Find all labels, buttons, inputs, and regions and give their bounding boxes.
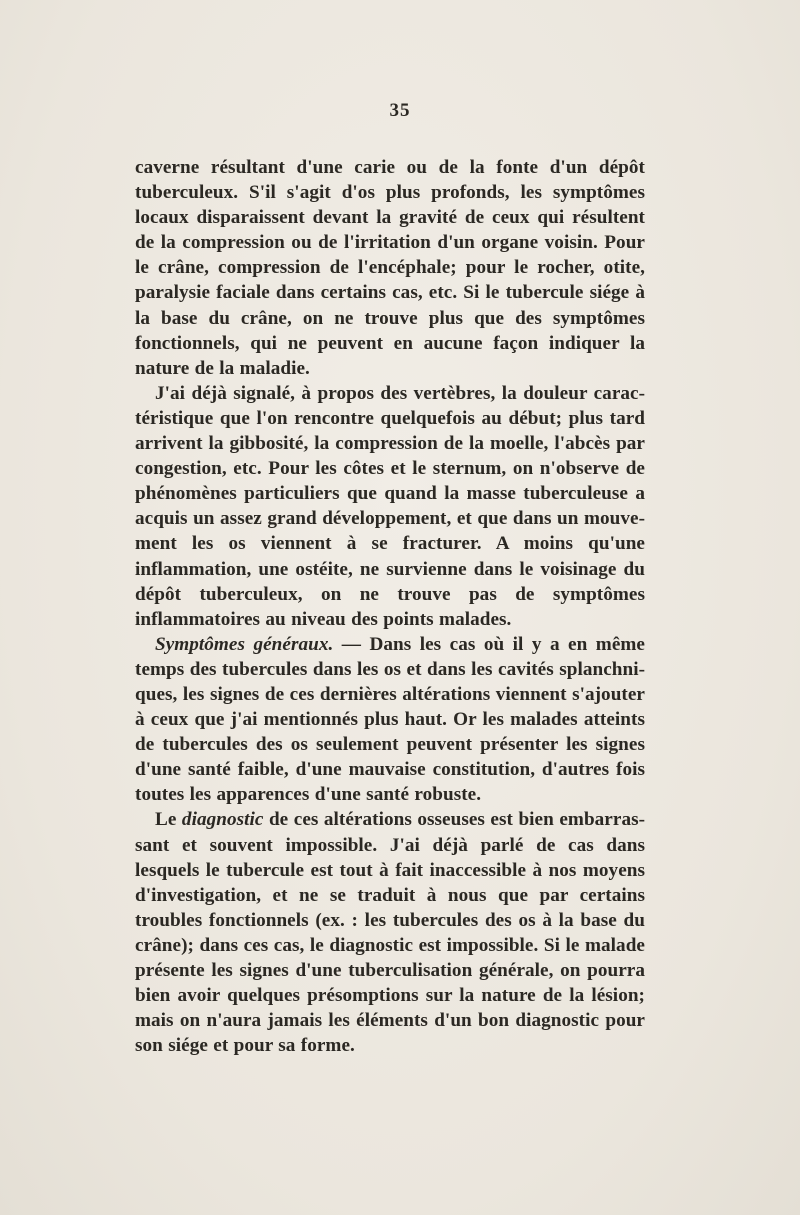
paragraph-2-text: J'ai déjà signalé, à propos des vertèbres, la douleur caractéristique que l'on rencontre quelquefois au début; plus tard arrivent la gibbosité, la compression de la moelle, l'abcès par congestion, etc. Pour les côtes et le sternum, on n'observe de phénomènes particuliers que quand la masse tuberculeuse a acquis un assez grand développement, et que dans un mouvement les os viennent à se fracturer. A moins qu'une inflammation, une ostéite, ne survienne dans le voisinage du dépôt tuberculeux, on ne trouve pas de symptômes inflammatoires au niveau des points malades. — [135, 382, 645, 630]
paragraph-1 — [135, 155, 645, 381]
paragraph-1-text: caverne résultant d'une carie ou de la fonte d'un dépôt tuberculeux. S'il s'agit d'os plus profonds, les symptômes locaux disparaissent devant la gravité de ceux qui résultent de la compression ou de l'irritation d'un organe voisin. Pour le crâne, compression de l'encéphale; pour le rocher, otite, paralysie faciale dans certains cas, etc. Si le tubercule siége à la base du crâne, on ne trouve plus que des symptômes fonctionnels, qui ne peuvent en aucune façon indiquer la nature de la maladie. — [135, 157, 645, 379]
paragraph-4-lead: Le — [155, 809, 182, 831]
paragraph-3-text: — Dans les cas où il y a en même temps des tubercules dans les os et dans les cavités splanchniques, les signes de ces dernières altérations viennent s'ajouter à ceux que j'ai mentionnés plus haut. Or les malades atteints de tubercules des os seulement peuvent présenter les signes d'une santé faible, d'une mauvaise constitution, d'autres fois toutes les apparences d'une santé robuste. — [135, 633, 645, 806]
paragraph-4-text: de ces altérations osseuses est bien embarrassant et souvent impossible. J'ai déjà parlé de cas dans lesquels le tubercule est tout à fait inaccessible à nos moyens d'investigation, et ne se traduit à nous que par certains troubles fonctionnels (ex. : les tubercules des os à la base du crâne); dans ces cas, le diagnostic est impossible. Si le malade présente les signes d'une tuberculisation générale, on pourra bien avoir quelques présomptions sur la nature de la lésion; mais on n'aura jamais les éléments d'un bon diagnostic pour son siége et pour sa forme. — [135, 809, 645, 1057]
section-heading-symptomes-generaux: Symptômes généraux. — [155, 633, 334, 655]
section-heading-diagnostic: diagnostic — [181, 809, 264, 831]
body-text — [135, 155, 645, 1058]
page-number: 35 — [389, 100, 411, 121]
paragraph-4 — [135, 807, 645, 1058]
paragraph-2 — [135, 381, 645, 632]
paragraph-3 — [135, 632, 645, 808]
